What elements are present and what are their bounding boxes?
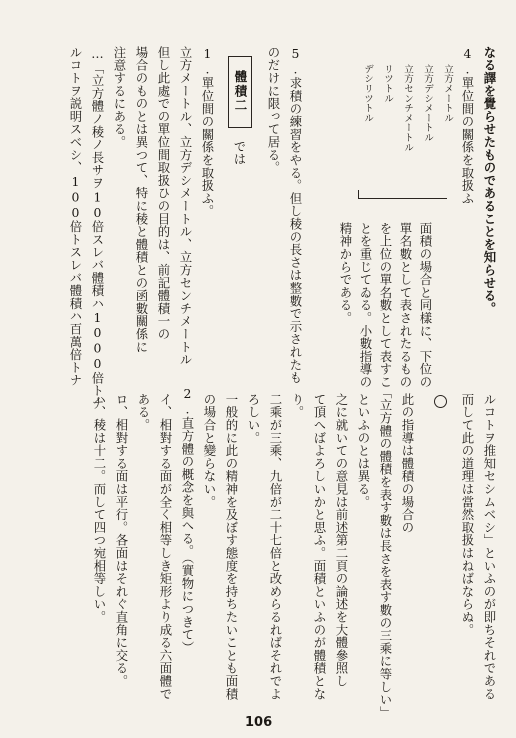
text-line: 4.單位間の關係を取扱ふ [460,46,475,205]
text-line: …「立方體ノ稜ノ長サヲ10倍スレバ體積ハ1000倍トナ [90,46,105,410]
section-title-box: 體積二 [228,56,252,128]
text-line: ロ、相對する面は平行。各面はそれぐ直角に交る。 [114,393,129,688]
text-line: 精神からである。 [338,222,353,325]
text-line: 二乘が三乘、九倍が二十七倍と改めらるればそれでよ [268,393,283,701]
text-line: といふのとは異る。 [356,393,371,509]
text-line: 此の指導は體積の場合の [400,393,415,534]
text-line: ハ、稜は十二。而して四つ宛相等しい。 [92,393,107,624]
text-line: て頂へばよろしいかと思ふ。面積といふのが體積とな [312,393,327,701]
text-line: ある。 [136,393,151,432]
text-line: 而して此の道理は當然取扱はねばならぬ。 [460,393,475,637]
text-line: の場合と變らない。 [202,393,217,509]
text-line: 立方メートル、立方デシメートル、立方センチメートル [178,46,193,366]
circle-marker-icon [434,395,447,408]
text-line: 但し此處での單位間取扱ひの目的は、前記體積一の [156,46,171,341]
text-line: 1.單位間の關係を取扱ふ。 [200,46,215,218]
unit-brace-icon [358,190,447,199]
section-suffix: では [232,140,247,166]
text-line: り。 [290,393,305,419]
text-line: のだけに限って居る。 [266,46,281,174]
unit-label: 立方メートル [442,64,453,123]
text-line: 5.求積の練習をやる。但し稜の長さは整數で示されたも [288,46,303,384]
unit-label: 立方センチメートル [402,64,413,153]
text-line: ルコトヲ推知セシムベシ」といふのが即ちそれである [482,393,497,701]
text-line: 場合のものとは異つて、特に稜と體積との函數關係に [134,46,149,354]
text-line: 之に就いての意見は前述第二頁の論述を大體參照し [334,393,349,688]
text-line: 面積の場合と同樣に、下位の [418,222,433,389]
text-line: イ、相對する面が全く相等しき矩形より成る六面體で [158,393,173,701]
text-line: ろしい。 [246,393,261,445]
page-number: 106 [245,715,273,730]
text-line: ルコトヲ説明スベシ、100倍トスレバ體積ハ百萬倍トナ [68,46,83,387]
text-line: 單名數として表されたるもの [398,222,413,389]
text-line: 注意するにある。 [112,46,127,149]
unit-label: リツトル [382,64,393,104]
text-line: 「立方體の體積を表す數は長さを表す數の三乘に等しい」 [378,386,393,719]
text-line: を上位の單名數として表すこ [378,222,393,389]
unit-label: デシリツトル [362,64,373,123]
text-line: 2.直方體の概念を與へる。（實物につきて） [180,386,195,654]
unit-label: 立方デシメートル [422,64,433,143]
text-line: なる譯を覺らせたものであることを知らせる。 [482,46,497,315]
text-line: 一般的に此の精神を及ぼす態度を持ちたいことも面積 [224,393,239,701]
text-line: とを重じてゐる。小數指導の [358,222,373,389]
